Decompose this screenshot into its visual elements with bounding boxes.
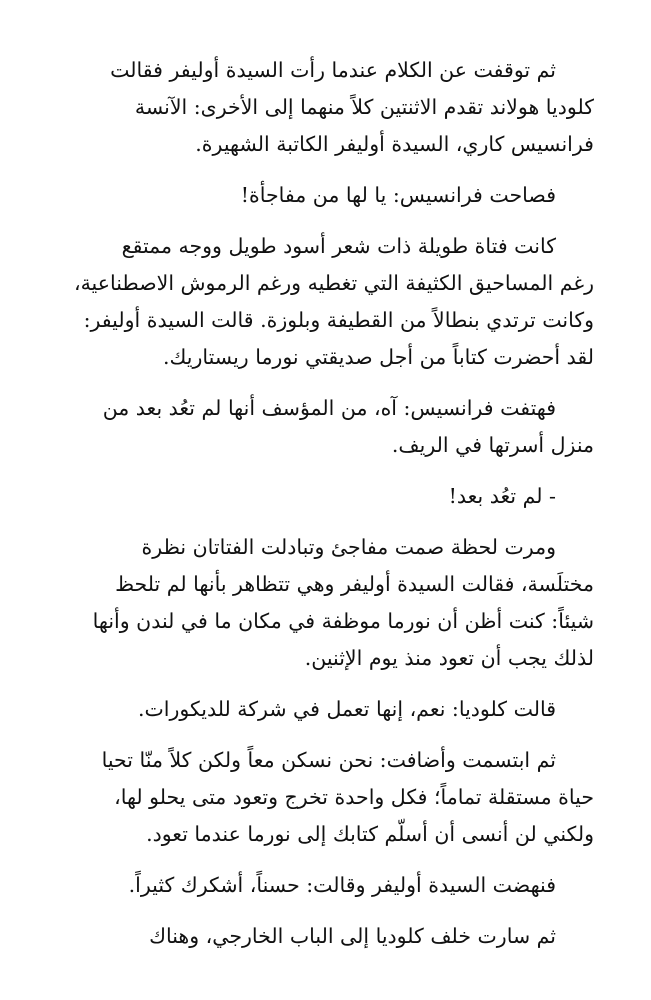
paragraph-1 [63,52,594,163]
text-line: شيئاً: كنت أظن أن نورما موظفة في مكان ما في لندن وأنها [92,609,594,633]
text-line: كانت فتاة طويلة ذات شعر أسود طويل ووجه ممتقع [121,234,556,258]
text-line: فرانسيس كاري، السيدة أوليفر الكاتبة الشهيرة. [195,132,594,156]
paragraph-2 [63,177,594,214]
text-line: فصاحت فرانسيس: يا لها من مفاجأة! [240,183,556,207]
text-line: ثم سارت خلف كلوديا إلى الباب الخارجي، وهناك [149,924,556,948]
text-line: رغم المساحيق الكثيفة التي تغطيه ورغم الرموش الاصطناعية، [73,271,594,295]
text-line: حياة مستقلة تماماً؛ فكل واحدة تخرج وتعود متى يحلو لها، [114,785,594,809]
paragraph-8 [63,742,594,853]
text-line: ولكني لن أنسى أن أسلّم كتابك إلى نورما عندما تعود. [146,822,594,846]
text-line: لذلك يجب أن تعود منذ يوم الإثنين. [304,646,594,670]
text-line: منزل أسرتها في الريف. [391,433,594,457]
paragraph-9 [63,867,594,904]
paragraph-4 [63,390,594,464]
text-line: كلوديا هولاند تقدم الاثنتين كلاً منهما إلى الأخرى: الآنسة [134,95,594,119]
paragraph-5 [63,478,594,515]
text-line: مختلَسة، فقالت السيدة أوليفر وهي تتظاهر بأنها لم تلحظ [115,572,594,596]
text-line: وكانت ترتدي بنطالاً من القطيفة وبلوزة. قالت السيدة أوليفر: [83,308,594,332]
text-line: ثم توقفت عن الكلام عندما رأت السيدة أوليفر فقالت [110,58,556,82]
text-line: ومرت لحظة صمت مفاجئ وتبادلت الفتاتان نظرة [141,535,556,559]
paragraph-7 [63,691,594,728]
text-line: لقد أحضرت كتاباً من أجل صديقتي نورما ريستاريك. [162,345,594,369]
text-line: قالت كلوديا: نعم، إنها تعمل في شركة للديكورات. [137,697,556,721]
paragraph-6 [63,529,594,677]
paragraph-3 [63,228,594,376]
text-line: فهتفت فرانسيس: آه، من المؤسف أنها لم تعُد بعد من [102,396,556,420]
paragraph-10 [63,918,594,955]
text-line: ثم ابتسمت وأضافت: نحن نسكن معاً ولكن كلاً منّا تحيا [101,748,556,772]
text-line: فنهضت السيدة أوليفر وقالت: حسناً، أشكرك كثيراً. [128,873,556,897]
text-line: - لم تعُد بعد! [448,484,556,508]
